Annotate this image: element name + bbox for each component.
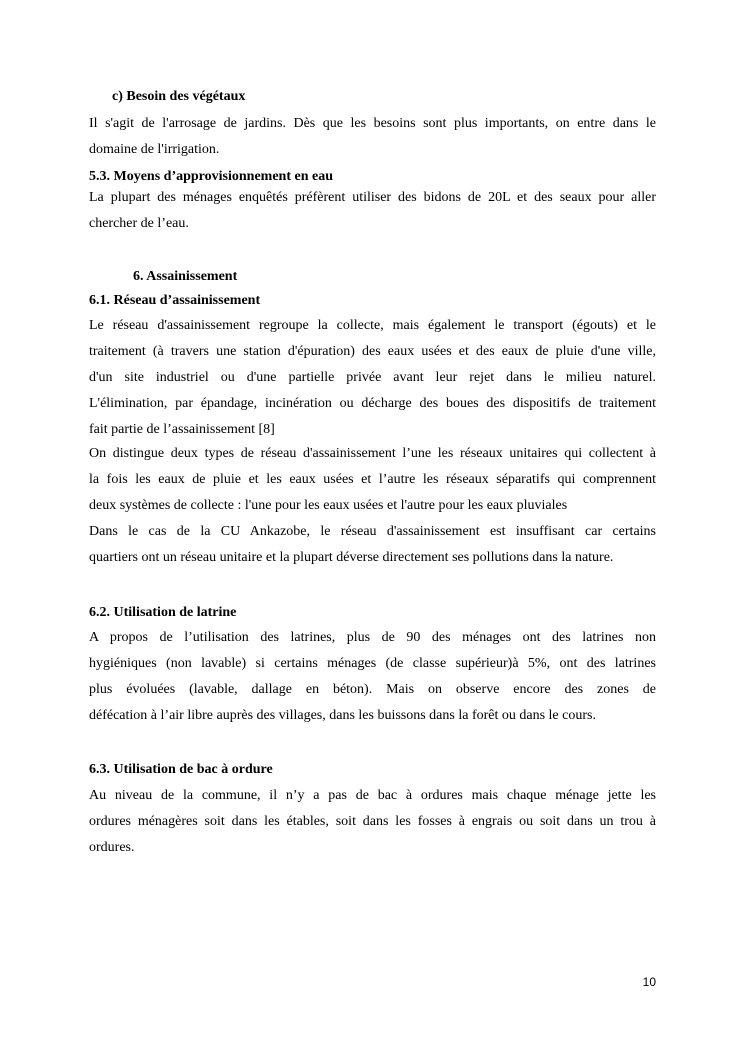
paragraph-line: traitement (à travers une station d'épuration) des eaux usées et des eaux de pluie d'une ville,	[89, 344, 656, 359]
paragraph-line: d'un site industriel ou d'une partielle privée avant leur rejet dans le milieu naturel.	[89, 370, 656, 385]
heading-besoin-vegetaux: c) Besoin des végétaux	[112, 89, 246, 104]
paragraph-line: hygiéniques (non lavable) si certains ménages (de classe supérieur)à 5%, ont des latrines	[89, 656, 656, 671]
page-number: 10	[642, 975, 656, 989]
paragraph-line: plus évoluées (lavable, dallage en béton). Mais on observe encore des zones de	[89, 682, 656, 697]
paragraph-line: Au niveau de la commune, il n’y a pas de bac à ordures mais chaque ménage jette les	[89, 788, 656, 803]
paragraph-line: chercher de l’eau.	[89, 216, 189, 231]
heading-6-1: 6.1. Réseau d’assainissement	[89, 293, 261, 308]
paragraph-line: la fois les eaux de pluie et les eaux usées et l’autre les réseaux séparatifs qui comprennent	[89, 472, 656, 487]
paragraph-line: A propos de l’utilisation des latrines, plus de 90 des ménages ont des latrines non	[89, 630, 656, 645]
paragraph-line: Le réseau d'assainissement regroupe la collecte, mais également le transport (égouts) et le	[89, 318, 656, 333]
paragraph-line: Il s'agit de l'arrosage de jardins. Dès que les besoins sont plus importants, on entre dans le	[89, 116, 656, 131]
paragraph-line: Dans le cas de la CU Ankazobe, le réseau d'assainissement est insuffisant car certains	[89, 524, 656, 539]
paragraph-line: ordures.	[89, 840, 135, 855]
heading-6-2: 6.2. Utilisation de latrine	[89, 605, 237, 620]
heading-6-assainissement: 6. Assainissement	[133, 269, 238, 284]
paragraph-line: deux systèmes de collecte : l'une pour les eaux usées et l'autre pour les eaux pluviales	[89, 498, 568, 513]
paragraph-line: ordures ménagères soit dans les étables, soit dans les fosses à engrais ou soit dans un trou à	[89, 814, 656, 829]
paragraph-line: domaine de l'irrigation.	[89, 142, 220, 157]
heading-5-3: 5.3. Moyens d’approvisionnement en eau	[89, 169, 333, 184]
paragraph-line: On distingue deux types de réseau d'assainissement l’une les réseaux unitaires qui collectent à	[89, 446, 656, 461]
heading-6-3: 6.3. Utilisation de bac à ordure	[89, 762, 273, 777]
paragraph-line: défécation à l’air libre auprès des villages, dans les buissons dans la forêt ou dans le cours.	[89, 708, 596, 723]
paragraph-line: La plupart des ménages enquêtés préfèrent utiliser des bidons de 20L et des seaux pour aller	[89, 190, 656, 205]
paragraph-line: fait partie de l’assainissement [8]	[89, 422, 275, 437]
paragraph-line: L'élimination, par épandage, incinération ou décharge des boues des dispositifs de traitement	[89, 396, 656, 411]
paragraph-line: quartiers ont un réseau unitaire et la plupart déverse directement ses pollutions dans la nature.	[89, 550, 614, 565]
